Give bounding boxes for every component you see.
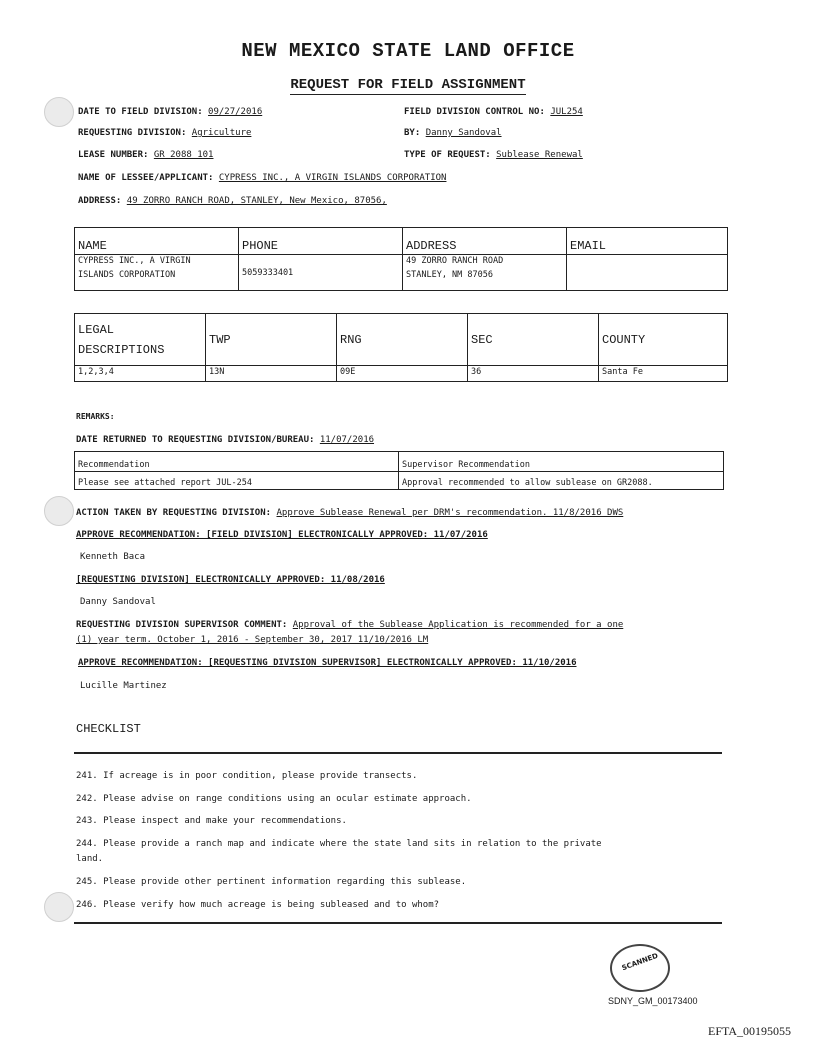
- checklist-item-243: 243. Please inspect and make your recommendations.: [76, 816, 347, 826]
- contact-name-cell: CYPRESS INC., A VIRGIN ISLANDS CORPORATION: [75, 255, 239, 291]
- legal-lots-cell: 1,2,3,4: [75, 366, 206, 382]
- contact-header-name: NAME: [75, 228, 239, 255]
- approve-supervisor: APPROVE RECOMMENDATION: [REQUESTING DIVISION SUPERVISOR] ELECTRONICALLY APPROVED: 11/10/2016: [78, 658, 577, 668]
- approver-lucille-martinez: Lucille Martinez: [80, 681, 167, 691]
- checklist-item-244: 244. Please provide a ranch map and indicate where the state land sits in relation to the private: [76, 839, 602, 849]
- action-taken-row: ACTION TAKEN BY REQUESTING DIVISION: Approve Sublease Renewal per DRM's recommendation. 11/8/2016 DWS: [76, 508, 624, 518]
- supervisor-recommendation-value: Approval recommended to allow sublease on GR2088.: [399, 472, 724, 490]
- address-value: 49 ZORRO RANCH ROAD, STANLEY, New Mexico, 87056,: [126, 196, 387, 206]
- supervisor-comment-row: REQUESTING DIVISION SUPERVISOR COMMENT: Approval of the Sublease Application is recommended for a one: [76, 620, 624, 630]
- supervisor-comment-line2: (1) year term. October 1, 2016 - September 30, 2017 11/10/2016 LM: [76, 635, 429, 645]
- by-value: Danny Sandoval: [425, 128, 502, 138]
- lessee-value: CYPRESS INC., A VIRGIN ISLANDS CORPORATION: [218, 173, 447, 183]
- checklist-bottom-rule: [74, 922, 722, 924]
- control-no-row: FIELD DIVISION CONTROL NO: JUL254: [404, 107, 583, 117]
- checklist-top-rule: [74, 752, 722, 754]
- action-taken-value: Approve Sublease Renewal per DRM's recommendation. 11/8/2016 DWS: [276, 508, 624, 518]
- checklist-item-245: 245. Please provide other pertinent information regarding this sublease.: [76, 877, 467, 887]
- legal-twp-cell: 13N: [206, 366, 337, 382]
- legal-header-rng: RNG: [337, 314, 468, 366]
- approve-field-division: APPROVE RECOMMENDATION: [FIELD DIVISION] ELECTRONICALLY APPROVED: 11/07/2016: [76, 530, 488, 540]
- contact-header-email: EMAIL: [567, 228, 728, 255]
- sdny-doc-id: SDNY_GM_00173400: [608, 996, 698, 1006]
- checklist-title: CHECKLIST: [76, 722, 141, 736]
- legal-rng-cell: 09E: [337, 366, 468, 382]
- efta-doc-id: EFTA_00195055: [708, 1024, 792, 1038]
- recommendation-value: Please see attached report JUL-254: [75, 472, 399, 490]
- remarks-label: REMARKS:: [76, 412, 115, 421]
- lease-number-row: LEASE NUMBER: GR 2088 101: [78, 150, 214, 160]
- scanned-stamp: SCANNED: [610, 944, 670, 992]
- contact-address-cell: 49 ZORRO RANCH ROAD STANLEY, NM 87056: [403, 255, 567, 291]
- by-row: BY: Danny Sandoval: [404, 128, 502, 138]
- approver-kenneth-baca: Kenneth Baca: [80, 552, 146, 562]
- approve-requesting-division: [REQUESTING DIVISION] ELECTRONICALLY APPROVED: 11/08/2016: [76, 575, 385, 585]
- control-no-value: JUL254: [550, 107, 583, 117]
- contact-email-cell: [567, 255, 728, 291]
- date-to-field-row: DATE TO FIELD DIVISION: 09/27/2016: [78, 107, 263, 117]
- legal-header-descriptions: LEGAL DESCRIPTIONS: [75, 314, 206, 366]
- recommendation-table: [74, 451, 724, 490]
- approver-danny-sandoval: Danny Sandoval: [80, 597, 156, 607]
- supervisor-comment-line1: Approval of the Sublease Application is recommended for a one: [292, 620, 624, 630]
- contact-table: [74, 227, 728, 291]
- address-row: ADDRESS: 49 ZORRO RANCH ROAD, STANLEY, New Mexico, 87056,: [78, 196, 387, 206]
- legal-header-sec: SEC: [468, 314, 599, 366]
- legal-header-county: COUNTY: [599, 314, 728, 366]
- legal-sec-cell: 36: [468, 366, 599, 382]
- type-of-request-row: TYPE OF REQUEST: Sublease Renewal: [404, 150, 583, 160]
- requesting-division-value: Agriculture: [191, 128, 252, 138]
- requesting-division-row: REQUESTING DIVISION: Agriculture: [78, 128, 252, 138]
- date-returned-row: DATE RETURNED TO REQUESTING DIVISION/BUREAU: 11/07/2016: [76, 435, 375, 445]
- checklist-item-246: 246. Please verify how much acreage is being subleased and to whom?: [76, 900, 440, 910]
- date-to-field-value: 09/27/2016: [208, 107, 263, 117]
- contact-header-address: ADDRESS: [403, 228, 567, 255]
- form-subtitle: REQUEST FOR FIELD ASSIGNMENT: [290, 77, 526, 93]
- lessee-row: NAME OF LESSEE/APPLICANT: CYPRESS INC., A VIRGIN ISLANDS CORPORATION: [78, 173, 447, 183]
- date-returned-value: 11/07/2016: [319, 435, 375, 445]
- contact-header-phone: PHONE: [239, 228, 403, 255]
- binder-hole-middle: [44, 496, 74, 526]
- legal-header-twp: TWP: [206, 314, 337, 366]
- recommendation-header: Recommendation: [75, 452, 399, 472]
- page-title: NEW MEXICO STATE LAND OFFICE: [241, 40, 575, 62]
- binder-hole-top: [44, 97, 74, 127]
- contact-phone-cell: 5059333401: [239, 255, 403, 291]
- lease-number-value: GR 2088 101: [153, 150, 214, 160]
- binder-hole-bottom: [44, 892, 74, 922]
- checklist-item-241: 241. If acreage is in poor condition, please provide transects.: [76, 771, 418, 781]
- legal-county-cell: Santa Fe: [599, 366, 728, 382]
- type-of-request-value: Sublease Renewal: [496, 150, 583, 160]
- supervisor-recommendation-header: Supervisor Recommendation: [399, 452, 724, 472]
- checklist-item-244-cont: land.: [76, 854, 104, 864]
- checklist-item-242: 242. Please advise on range conditions using an ocular estimate approach.: [76, 794, 472, 804]
- legal-description-table: [74, 313, 728, 382]
